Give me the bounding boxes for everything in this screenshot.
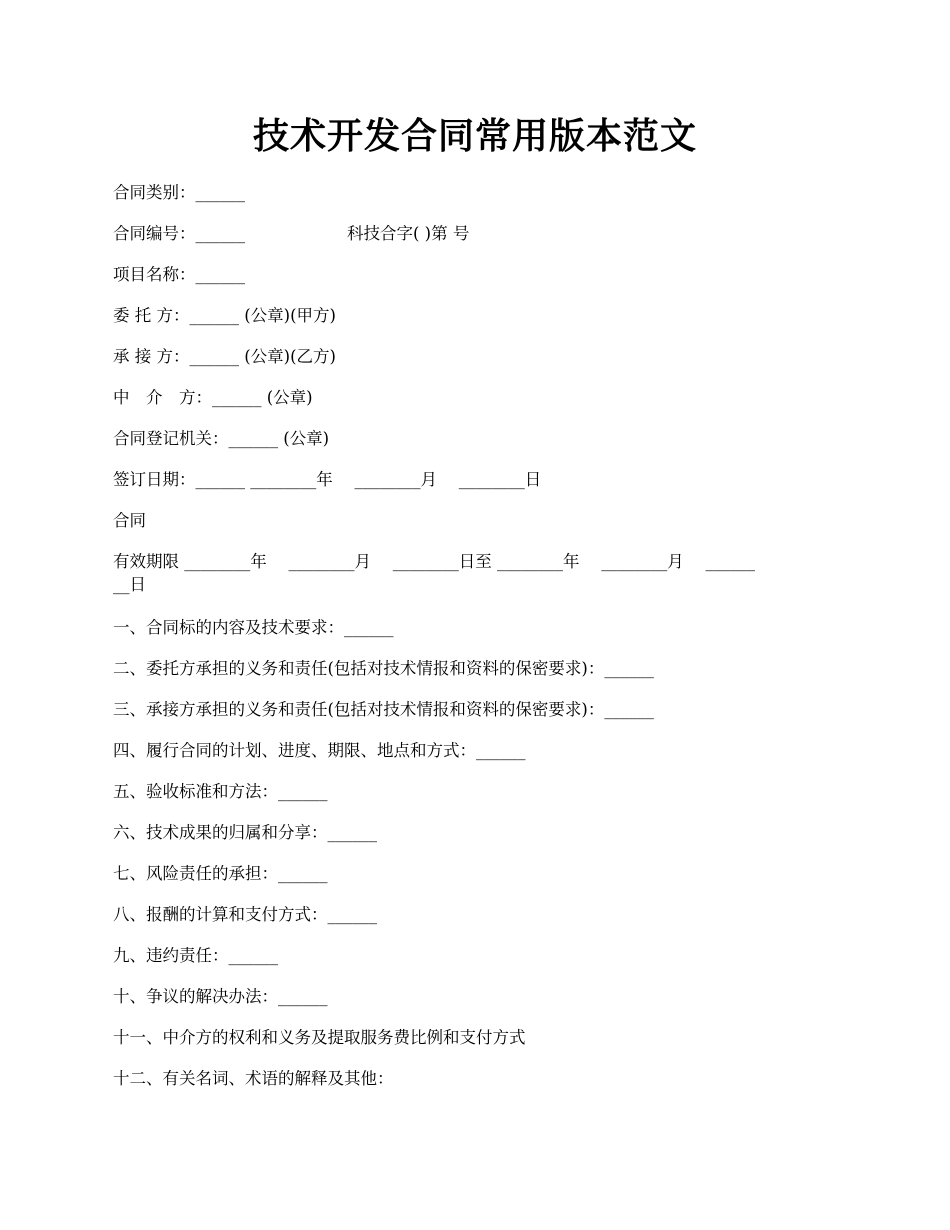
validity-period-line: 有效期限 ________年 ________月 ________日至 ________年 ________月 ______ bbox=[113, 552, 755, 571]
clause-3: 三、承接方承担的义务和责任(包括对技术情报和资料的保密要求)：______ bbox=[113, 700, 654, 719]
clause-1: 一、合同标的内容及技术要求：______ bbox=[113, 618, 394, 637]
clause-8: 八、报酬的计算和支付方式：______ bbox=[113, 905, 377, 924]
registration-authority-line: 合同登记机关：______ (公章) bbox=[113, 429, 330, 448]
document-title: 技术开发合同常用版本范文 bbox=[252, 115, 697, 157]
intermediary-party-line: 中 介 方：______ (公章) bbox=[113, 388, 313, 407]
validity-period-line-continued: __日 bbox=[113, 575, 146, 594]
client-party-line: 委 托 方：______ (公章)(甲方) bbox=[113, 306, 336, 325]
clause-12: 十二、有关名词、术语的解释及其他： bbox=[113, 1069, 394, 1088]
contractor-party-line: 承 接 方：______ (公章)(乙方) bbox=[113, 347, 336, 366]
signing-date-line: 签订日期：______ ________年 ________月 ________日 bbox=[113, 470, 542, 489]
contract-number-line: 合同编号：______ bbox=[113, 224, 245, 243]
contract-label-line: 合同 bbox=[113, 511, 146, 530]
clause-2: 二、委托方承担的义务和责任(包括对技术情报和资料的保密要求)：______ bbox=[113, 659, 654, 678]
clause-6: 六、技术成果的归属和分享：______ bbox=[113, 823, 377, 842]
clause-4: 四、履行合同的计划、进度、期限、地点和方式：______ bbox=[113, 741, 526, 760]
clause-7: 七、风险责任的承担：______ bbox=[113, 864, 328, 883]
clause-10: 十、争议的解决办法：______ bbox=[113, 987, 328, 1006]
contract-category-line: 合同类别：______ bbox=[113, 183, 245, 202]
project-name-line: 项目名称：______ bbox=[113, 265, 245, 284]
clause-5: 五、验收标准和方法：______ bbox=[113, 782, 328, 801]
clause-9: 九、违约责任：______ bbox=[113, 946, 278, 965]
tech-contract-code: 科技合字( )第 号 bbox=[347, 224, 470, 243]
clause-11: 十一、中介方的权利和义务及提取服务费比例和支付方式 bbox=[113, 1028, 526, 1047]
